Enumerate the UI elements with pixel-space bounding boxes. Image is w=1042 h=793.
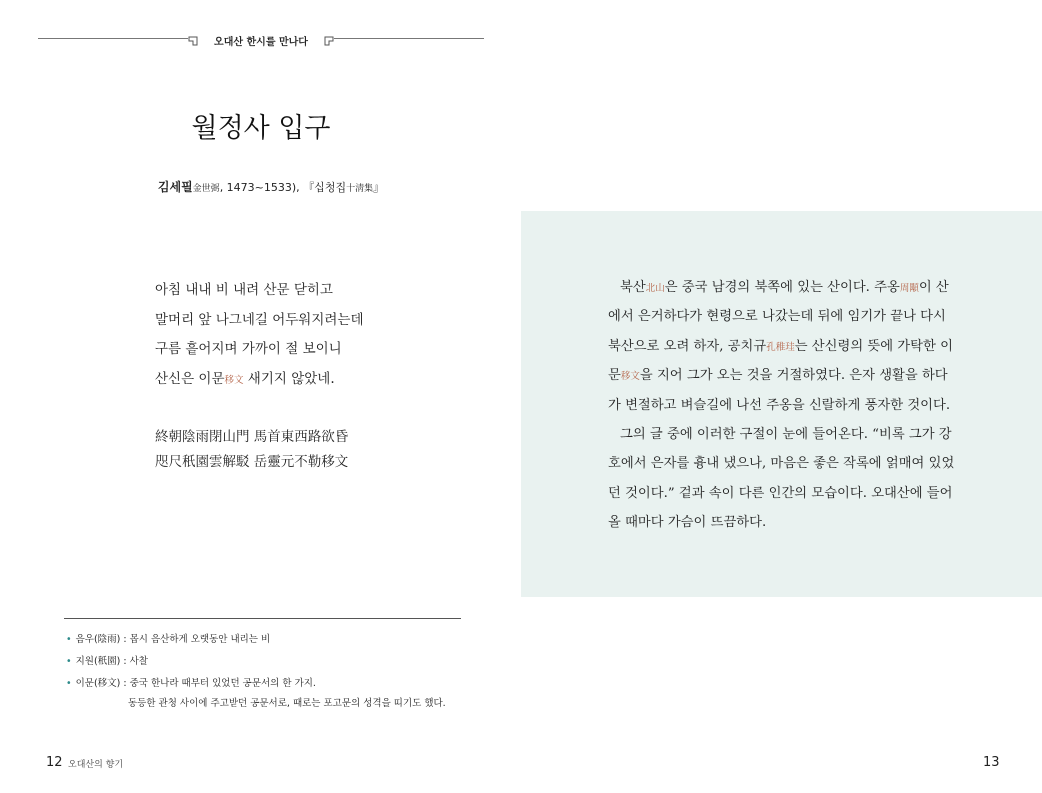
essay-line [608,332,952,361]
essay-line: 던 것이다.” 겉과 속이 다른 인간의 모습이다. 오대산에 들어 [608,485,953,501]
essay-text: 북산 [620,280,646,295]
essay-line [608,273,952,302]
footnote-rule [64,618,461,619]
essay-text: 북산으로 오려 하자, 공치규 [608,338,767,354]
poem-line: 구름 흩어지며 가까이 절 보이니 [155,341,342,357]
bullet-icon: • [66,656,72,667]
essay-text: 을 지어 그가 오는 것을 거절하였다. 은자 생활을 하다 [639,368,948,384]
footnote [66,631,270,645]
hanja-line: 終朝陰雨閉山門 馬首東西路欲昏 [155,429,349,445]
essay-line [608,361,952,390]
poem-text: 새기지 않았네. [243,370,335,387]
hanja-line: 咫尺秖園雲解駁 岳靈元不勒移文 [155,454,349,470]
author-hanja: 金世弼 [192,184,220,194]
essay-text: 은 중국 남경의 북쪽에 있는 산이다. 주옹 [664,280,900,295]
author-name: 김세필 [157,180,193,194]
poem-line [155,365,364,395]
commentary-text [608,273,955,538]
running-header: 오대산 한시를 만나다 [214,37,308,48]
footnote-text: 음우(陰雨) : 몹시 음산하게 오랫동안 내리는 비 [75,634,271,645]
poem-hanja [155,425,348,475]
essay-text: 이 산 [918,280,949,295]
bullet-icon: • [66,678,72,689]
source-book-end: 』 [373,181,385,194]
poem-line: 아침 내내 비 내려 산문 닫히고 [155,282,333,298]
essay-text: 문 [608,368,621,384]
hanja-gloss: 周顒 [899,283,919,294]
hanja-gloss: 移文 [224,374,244,386]
author-years: , 1473~1533), [219,181,300,194]
page-number-right: 13 [983,755,1000,770]
essay-text: 는 산신령의 뜻에 가탁한 이 [794,338,953,354]
page-number-left: 12 [46,755,63,770]
essay-line: 에서 은거하다가 현령으로 나갔는데 뒤에 임기가 끝나 다시 [608,309,946,325]
hanja-gloss: 孔稚珪 [766,341,795,353]
book-title-footer: 오대산의 향기 [68,760,124,770]
footnote [66,675,316,689]
hanja-gloss: 移文 [620,371,640,383]
poem-line: 말머리 앞 나그네길 어두워지려는데 [155,311,364,328]
essay-line: 그의 글 중에 이러한 구절이 눈에 들어온다. “비록 그가 강 [620,426,952,442]
footnote-text: 이문(移文) : 중국 한나라 때부터 있었던 공문서의 한 가지. [75,678,316,689]
poem-text: 산신은 이문 [155,370,225,387]
hanja-gloss: 北山 [645,283,665,294]
bullet-icon: • [66,634,72,645]
source-book: 『십청집 [303,181,347,194]
essay-line: 올 때마다 가슴이 뜨끔하다. [608,515,767,531]
poem-korean [155,276,364,394]
source-book-hanja: 十淸集 [346,184,374,194]
footnote-continuation: 동등한 관청 사이에 주고받던 공문서로, 때로는 포고문의 성격을 띠기도 했다. [128,698,446,709]
footnote [66,653,148,667]
author-line [0,178,542,195]
footnote-text: 지원(秖園) : 사찰 [75,656,148,667]
poem-title: 월정사 입구 [191,113,331,144]
essay-line: 호에서 은자를 흉내 냈으나, 마음은 좋은 작록에 얽매여 있었 [608,456,955,472]
essay-line: 가 변절하고 벼슬길에 나선 주옹을 신랄하게 풍자한 것이다. [608,397,951,413]
